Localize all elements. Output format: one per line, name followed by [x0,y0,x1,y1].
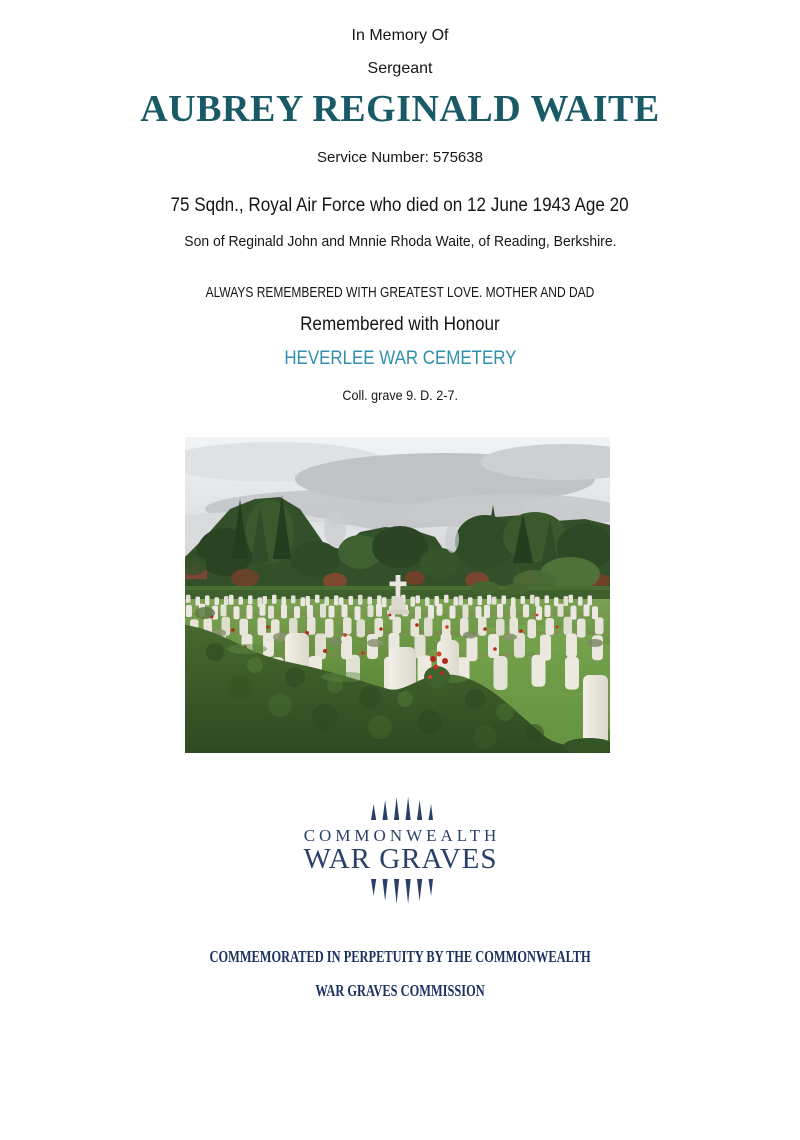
unit-and-death-text: 75 Sqdn., Royal Air Force who died on 12 June 1943 Age 20 [170,195,630,216]
footer-line2 [0,981,800,1001]
casualty-name: AUBREY REGINALD WAITE [140,88,660,130]
family-line [0,233,800,250]
cwgc-logo-bottom-marks [0,879,800,910]
footer-line1-text: COMMEMORATED IN PERPETUITY BY THE COMMONWEALTH [209,947,591,966]
unit-and-death-line [0,195,800,217]
cemetery-photo [185,437,610,753]
cwgc-logo-top-marks [0,796,800,825]
grave-reference-text: Coll. grave 9. D. 2-7. [342,387,458,403]
cemetery-text: HEVERLEE WAR CEMETERY [283,348,517,369]
epitaph-text: ALWAYS REMEMBERED WITH GREATEST LOVE. MOTHER AND DAD [205,284,595,301]
honour-text: Remembered with Honour [300,314,500,335]
rank-label: Sergeant [367,60,433,77]
cemetery-name [0,348,800,370]
epitaph-line [0,284,800,301]
cemetery-photo-svg [185,437,610,753]
family-text: Son of Reginald John and Mnnie Rhoda Waite, of Reading, Berkshire. [183,233,617,250]
cwgc-logo-line1: COMMONWEALTH [303,826,501,845]
honour-line [0,314,800,336]
in-memory-of-label: In Memory Of [351,27,449,44]
footer-line1 [0,947,800,967]
cwgc-top-marks-icon [367,796,433,820]
grave-reference [0,387,800,403]
cwgc-logo-line2: WAR GRAVES [303,843,498,875]
footer-line2-text: WAR GRAVES COMMISSION [315,981,485,1000]
service-number: Service Number: 575638 [317,149,483,166]
cwgc-bottom-marks-icon [367,879,433,905]
